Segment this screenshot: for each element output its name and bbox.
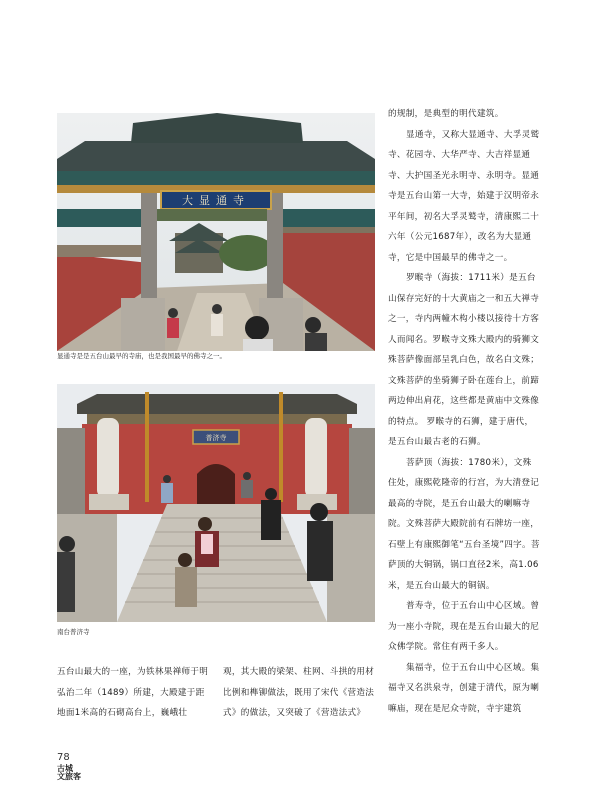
paragraph-luohou: 罗睺寺（海拔：1711米）是五台山保存完好的十大黄庙之一和五大禅寺之一，寺内两幢木构小楼以接待十方客人而闻名。罗睺寺文殊大殿内的骑狮文殊菩萨像面部呈乳白色，故名白文殊；文殊菩萨的坐骑狮子卧在莲台上，前蹄两边伸出肩花，这些都是黄庙中文殊像的特点。 罗睺寺的石狮，建于唐代，是五台山最古老的石狮。 bbox=[388, 273, 540, 447]
temple-illustration bbox=[57, 384, 375, 622]
magazine-logo bbox=[57, 764, 81, 780]
right-text-column bbox=[388, 104, 540, 719]
photo-puji-temple bbox=[57, 384, 375, 622]
temple-plaque: 普济寺 bbox=[205, 434, 227, 442]
paragraph-jifu: 集福寺，位于五台山中心区域。集福寺又名洪泉寺，创建于清代，原为喇嘛庙，现在是尼众寺院，寺宇建筑 bbox=[388, 662, 540, 714]
magazine-logo-line1: 古城 bbox=[57, 763, 73, 773]
paragraph-intro: 的规制，是典型的明代建筑。 bbox=[388, 109, 504, 119]
photo2-caption: 南台普济寺 bbox=[57, 628, 90, 636]
photo1-caption: 显通寺是是五台山最早的寺庙，也是我国最早的佛寺之一。 bbox=[57, 352, 226, 360]
gate-plaque: 大显通寺 bbox=[182, 194, 250, 207]
bottom-left-text-column: 五台山最大的一座，为铁林果禅师于明弘治二年（1489）所建，大殿建于距地面1米高的石砌高台上，巍峨壮 bbox=[57, 667, 209, 718]
gate-illustration bbox=[57, 113, 375, 351]
paragraph-pushou: 普寿寺，位于五台山中心区域。曾为一座小寺院，现在是五台山最大的尼众佛学院。常住有两千多人。 bbox=[388, 601, 540, 652]
bottom-middle-text-column: 观，其大殿的梁架、柱网、斗拱的用材比例和榫铆做法，既用了宋代《营造法式》的做法，又突破了《营造法式》 bbox=[223, 667, 375, 718]
paragraph-xiantong: 显通寺，又称大显通寺、大孚灵鹫寺、花园寺、大华严寺、大吉祥显通寺、大护国圣光永明寺、永明寺。显通寺是五台山第一大寺，始建于汉明帝永平年间，初名大孚灵鹫寺，清康熙二十六年（公元1687年），改名为大显通寺，它是中国最早的佛寺之一。 bbox=[388, 129, 540, 263]
magazine-logo-line2: 文旅客 bbox=[57, 771, 81, 781]
paragraph-pusading: 菩萨顶（海拔：1780米），文殊住处，康熙乾隆帝的行宫，为大清登记最高的寺院，是五台山最大的喇嘛寺院。文殊菩萨大殿院前有石牌坊一座，石壁上有康熙御笔“五台圣境”四字。菩萨顶的大铜锅，锅口直径2米，高1.06米，是五台山最大的铜锅。 bbox=[388, 457, 540, 591]
page-number: 78 bbox=[57, 752, 70, 763]
photo-xiantong-temple-gate bbox=[57, 113, 375, 351]
